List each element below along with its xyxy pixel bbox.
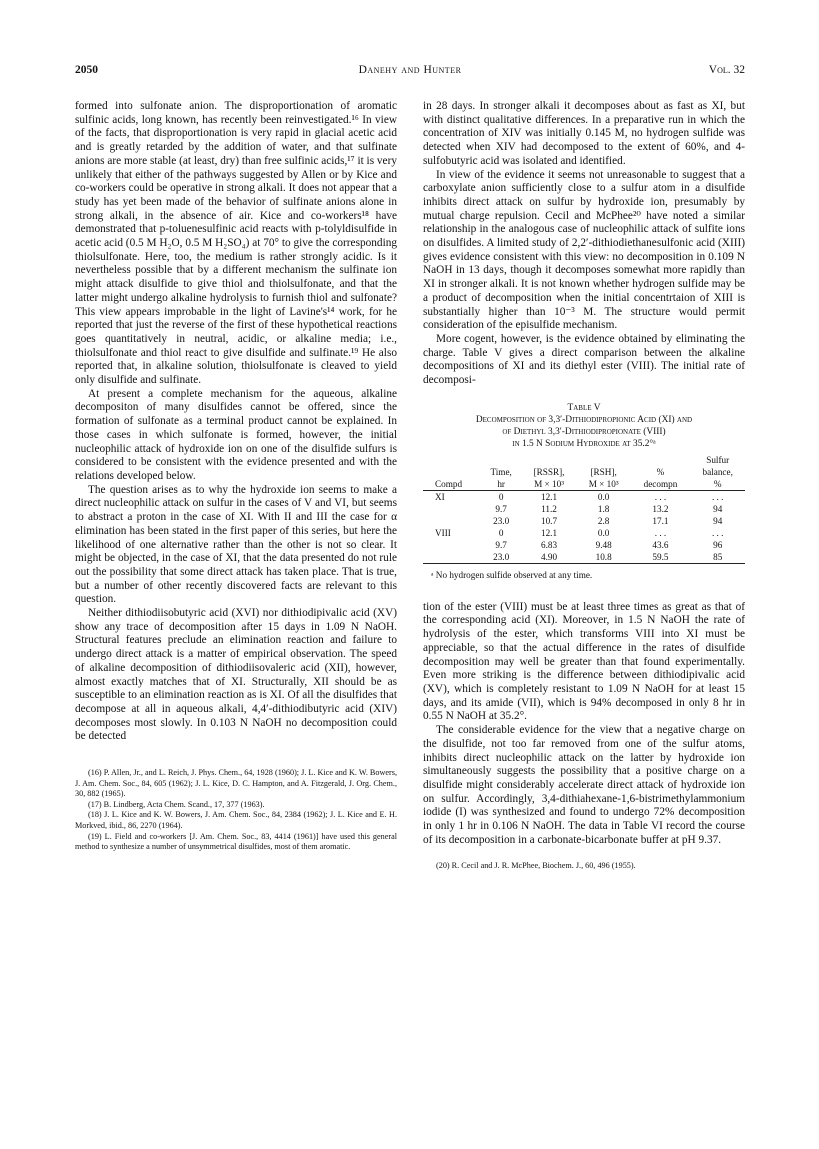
cell-time: 0	[498, 527, 504, 538]
table-row	[423, 515, 745, 527]
running-title: Danehy and Hunter	[358, 64, 462, 76]
table-caption	[423, 402, 745, 450]
paragraph: More cogent, however, is the evidence obtained by eliminating the charge. Table V gives a direct comparison between the alkaline decompositions of XI and its diethyl ester (VIII). The initial rate of decomposi-	[423, 332, 745, 387]
cell-rsh: 0.0	[597, 527, 610, 538]
cell-rssr: 12.1	[540, 491, 558, 502]
cell-sulfur: 85	[713, 551, 723, 562]
paragraph: tion of the ester (VIII) must be at least three times as great as that of the corresponding acid (XI). Moreover, in 1.5 N NaOH the rate of hydrolysis of the ester, which transforms VIII into XI must be appreciable, so that the actual difference in the rates of disulfide decomposition may well be greater than that found experimentally. Even more striking is the difference between dithiodipivalic acid (XV), which is completely resistant to 1.09 N NaOH for at least 15 days, and its amide (VII), which is 94% decomposed in only 8 hr in 0.55 N NaOH at 35.2°.	[423, 600, 745, 723]
cell-decomp: 59.5	[652, 551, 669, 562]
cell-compd	[423, 539, 481, 551]
table-label: Table V	[567, 402, 601, 413]
table-row	[423, 551, 745, 564]
table-title-line: Decomposition of 3,3′-Dithiodipropionic Acid (XI) and	[475, 414, 693, 425]
col-header-rsh: [RSH], M × 10³	[588, 466, 619, 489]
cell-rsh: 0.0	[597, 491, 610, 502]
cell-decomp: 43.6	[652, 539, 669, 550]
col-header-time: Time, hr	[490, 466, 512, 489]
table-row	[423, 527, 745, 539]
cell-decomp: . . .	[654, 527, 667, 538]
paragraph: In view of the evidence it seems not unreasonable to suggest that a carboxylate anion sufficiently close to a sulfur atom in a disulfide inhibits direct attack on sulfur by hydroxide ion, presumably by mutual charge repulsion. Cecil and McPhee²⁰ have noted a similar relationship in the analogous case of nucleophilic attack of sulfite ions on disulfides. A limited study of 2,2′-dithiodiethanesulfonic acid (XIII) gives evidence consistent with this view: no decomposition in 0.109 N NaOH in 13 days, though it decomposes somewhat more rapidly than XI in stronger alkali. It is not known whether hydrogen sulfide may be a product of decomposition when the initial concentrtaion of XIII is substantially higher than 10⁻³ M. The structure would permit consideration of the episulfide mechanism.	[423, 168, 745, 332]
col-header-decomp: % decompn	[643, 466, 678, 489]
paragraph: formed into sulfonate anion. The disproportionation of aromatic sulfinic acids, long known, has recently been reinvestigated.¹⁶ In view of the facts, that disproportionation is very rapid in glacial acetic acid and is greatly retarded by the addition of water, and that sulfinate anions are more stable (at least, dry) than free sulfinic acids,¹⁷ it is very unlikely that either of the pathways suggested by Allen or by Kice and co-workers could be operative in strong alkali. It does not appear that a study has yet been made of the behavior of sulfinate anions alone in strong alkali, in the absence of air. Kice and co-workers¹⁸ have demonstrated that p-toluenesulfinic acid reacts with p-tolyldisulfide in acetic acid (0.5 M H₂O, 0.5 M H₂SO₄) at 70° to give the corresponding thiolsulfonate. Here, too, the medium is rather strongly acidic. Is it nevertheless possible that by a different mechanism the sulfinate ion might attack disulfide to give thiol and thiolsulfonate, and that the latter might undergo alkaline hydrolysis to furnish thiol and sulfonate? This view appears improbable in the light of Lavine's¹⁴ work, for he reported that just the reverse of the first of these hypothetical reactions goes quantitatively in neutral, acidic, or alkaline media; i.e., thiolsulfonate and thiol react to give disulfide and sulfinate.¹⁹ He also reported that, in alkaline solution, thiolsulfonate is cleaved to yield only disulfide and sulfinate.	[75, 100, 397, 387]
footnotes-right	[423, 861, 745, 872]
paragraph: The considerable evidence for the view that a negative charge on the disulfide, not too far removed from one of the sulfur atoms, inhibits direct nucleophilic attack on the latter by hydroxide ion simultaneously suggests the possibility that a positive charge on a disulfide might considerably accelerate direct attack of hydroxide ion on sulfur. Accordingly, 3,4-dithiahexane-1,6-bistrimethylammonium iodide (I) was synthesized and found to undergo 72% decomposition in only 1 hr in 0.106 N NaOH. The data in Table VI record the course of its decomposition in a carbonate-bicarbonate buffer at pH 9.37.	[423, 724, 745, 846]
paragraph: in 28 days. In stronger alkali it decomposes about as fast as XI, but with distinct qualitative differences. In a preparative run in which the concentration of XIV was initially 0.145 M, no hydrogen sulfide was detected when XIV had decomposed to the extent of 60%, and 4-sulfobutyric acid was isolated and identified.	[423, 100, 745, 167]
cell-compd	[423, 503, 481, 515]
cell-rssr: 4.90	[540, 551, 558, 562]
footnote: (17) B. Lindberg, Acta Chem. Scand., 17, 377 (1963).	[88, 799, 265, 809]
paragraph: At present a complete mechanism for the aqueous, alkaline decompositon of many disulfides cannot be offered, since the formation of sulfonate as a terminal product cannot be explained. In those cases in which sulfonate is formed, however, the initial nucleophilic attack of hydroxide ion on one of the disulfide sulfurs is considered to be consistent with the evidence presented and with the relations developed below.	[75, 387, 397, 482]
footnote: (20) R. Cecil and J. R. McPhee, Biochem. J., 60, 496 (1955).	[436, 861, 636, 871]
cell-rsh: 2.8	[597, 515, 610, 526]
cell-compd: VIII	[435, 527, 451, 538]
table-row	[423, 491, 745, 503]
paragraph: Neither dithiodiisobutyric acid (XVI) nor dithiodipivalic acid (XV) show any trace of decomposition after 15 days in 1.09 N NaOH. Structural features preclude an elimination reaction and failure to undergo direct attack is a matter of empirical observation. The speed of alkaline decomposition of dithiodiisovaleric acid (XII), however, almost exactly matches that of XI. Structurally, XII should be as susceptible to an elimination reaction as is XI. Of all the disulfides that decompose at all in aqueous alkali, 4,4′-dithiodibutyric acid (XIV) decomposes most slowly. In 0.103 N NaOH no decomposition could be detected	[75, 607, 397, 743]
col-header-rssr: [RSSR], M × 10³	[533, 466, 565, 489]
footnote: (19) L. Field and co-workers [J. Am. Chem. Soc., 83, 4414 (1961)] have used this general method to synthesize a number of unsymmetrical disulfides, most of them aromatic.	[75, 831, 397, 852]
table-row	[423, 503, 745, 515]
cell-time: 23.0	[493, 515, 510, 526]
cell-rssr: 6.83	[540, 539, 558, 550]
col-header-sulfur: Sulfur balance, %	[702, 454, 733, 489]
table-title-line: in 1.5 N Sodium Hydroxide at 35.2°ᵃ	[512, 438, 656, 449]
cell-sulfur: 94	[713, 503, 723, 514]
cell-time: 9.7	[495, 539, 507, 550]
right-column	[423, 100, 745, 872]
cell-compd	[423, 515, 481, 527]
footnote: (18) J. L. Kice and K. W. Bowers, J. Am. Chem. Soc., 84, 2384 (1962); J. L. Kice and E. H. Morkved, ibid., 86, 2270 (1964).	[75, 810, 397, 831]
cell-time: 23.0	[493, 551, 510, 562]
cell-sulfur: 94	[713, 515, 723, 526]
cell-rsh: 1.8	[597, 503, 610, 514]
footnotes-left	[75, 768, 397, 853]
cell-rssr: 10.7	[540, 515, 558, 526]
left-column	[75, 100, 397, 853]
cell-compd	[423, 551, 481, 564]
cell-decomp: 13.2	[652, 503, 669, 514]
cell-rsh: 9.48	[595, 539, 612, 550]
cell-sulfur: . . .	[711, 491, 724, 502]
cell-compd: XI	[435, 491, 445, 502]
table-footnote: ᵃ No hydrogen sulfide observed at any time.	[431, 569, 593, 580]
footnote: (16) P. Allen, Jr., and L. Reich, J. Phys. Chem., 64, 1928 (1960); J. L. Kice and K. W. Bowers, J. Am. Chem. Soc., 84, 605 (1962); J. L. Kice, D. C. Hampton, and A. Fitzgerald, J. Org. Chem., 30, 882 (1965).	[75, 768, 397, 799]
table-row	[423, 539, 745, 551]
running-header	[75, 64, 745, 82]
cell-sulfur: 96	[713, 539, 723, 550]
cell-rssr: 11.2	[541, 503, 557, 514]
col-header-compd: Compd	[435, 478, 463, 489]
cell-time: 0	[498, 491, 504, 502]
volume-label: Vol. 32	[708, 64, 745, 76]
page-number: 2050	[75, 64, 98, 76]
cell-rssr: 12.1	[540, 527, 558, 538]
cell-rsh: 10.8	[595, 551, 612, 562]
cell-sulfur: . . .	[711, 527, 724, 538]
cell-decomp: 17.1	[652, 515, 669, 526]
cell-decomp: . . .	[654, 491, 667, 502]
paragraph: The question arises as to why the hydroxide ion seems to make a direct nucleophilic attack on sulfur in the cases of V and VI, but seems to abstract a proton in the case of XI. With II and III the case for α elimination has been stated in the first paper of this series, but here the likelihood of one alternative rather than the other is not so clear. It might be objected, in the case of XI, that the data presented do not rule out the possibility that some direct attack has taken place. That is true, but a number of other recently discovered facts are relevant to this question.	[75, 483, 397, 606]
data-table	[423, 454, 745, 564]
cell-time: 9.7	[495, 503, 507, 514]
table-title-line: of Diethyl 3,3′-Dithiodipropionate (VIII)	[502, 426, 666, 437]
table-header-row	[423, 454, 745, 491]
